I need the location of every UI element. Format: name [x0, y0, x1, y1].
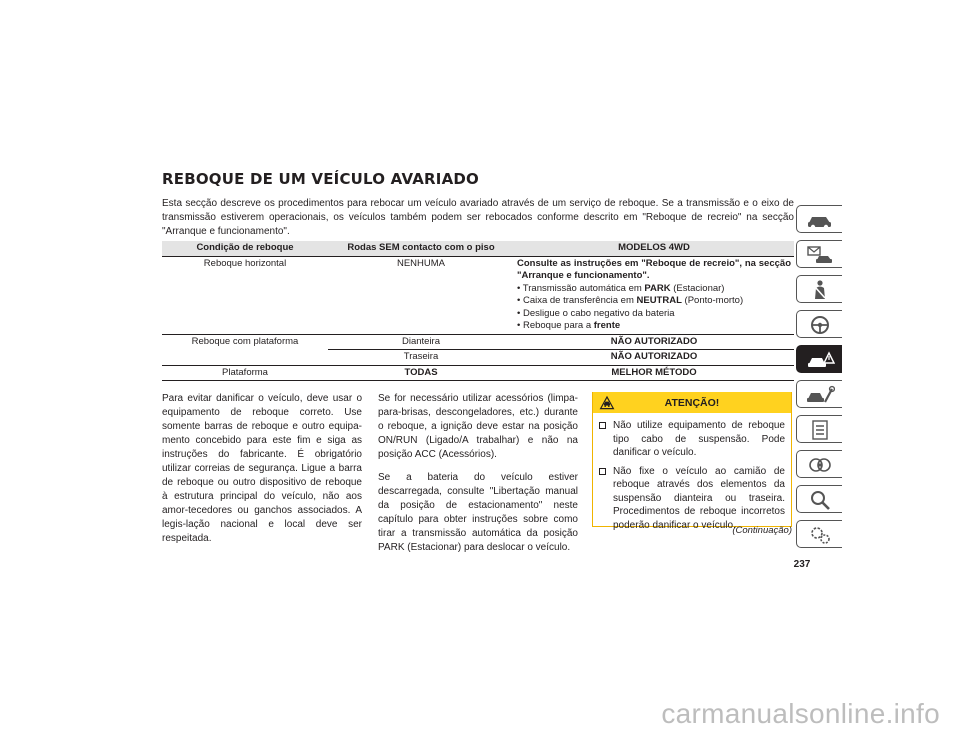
cell-wheels: Traseira [328, 350, 514, 366]
header-4wd-models: MODELOS 4WD [514, 241, 794, 256]
mail-car-icon [805, 244, 835, 266]
chapter-tab-car[interactable] [796, 205, 842, 233]
cell-condition: Reboque com plataforma [162, 334, 328, 365]
watermark-text: carmanualsonline.info [661, 698, 940, 729]
seatbelt-person-icon [805, 279, 835, 301]
chapter-tab-mail-car[interactable] [796, 240, 842, 268]
cell-wheels: Dianteira [328, 334, 514, 350]
cell-value: MELHOR MÉTODO [514, 365, 794, 381]
header-towing-condition: Condição de reboque [162, 241, 328, 256]
chapter-tab-specifications[interactable] [796, 415, 842, 443]
cell-wheels: NENHUMA [328, 256, 514, 334]
towing-table [162, 241, 794, 381]
body-paragraph: Para evitar danificar o veículo, deve usar o equipamento de reboque correto. Use somente barras de reboque e outro equipa-mento concebido para este fim e siga as instruções do fabricante. É obrigatório utilizar correias de segurança. Ligue a barra de reboque ou outro dispositivo de reboque à estrutura principal do veículo, não aos amor-tecedores ou ganchos associados. A legis-lação nacional e local deve ser respeitada. [162, 393, 362, 544]
instruction-lead: Consulte as instruções em "Reboque de recreio", na secção "Arranque e funcionamento". [517, 257, 791, 281]
page-number: 237 [793, 559, 811, 570]
checkbox-bullet-icon [599, 468, 606, 475]
intro-paragraph: Esta secção descreve os procedimentos para rebocar um veículo avariado através de um serviço de reboque. Se a transmissão e o eixo de transmissão estiverem operacionais, os veículos também podem ser rebocados conforme descrito em "Reboque de recreio" na secção "Arranque e funcionamento". [162, 198, 794, 237]
cell-value: NÃO AUTORIZADO [514, 350, 794, 366]
car-service-icon [805, 454, 835, 476]
cell-wheels: TODAS [328, 365, 514, 381]
chapter-tab-index[interactable] [796, 485, 842, 513]
warning-header [593, 392, 791, 413]
table-row [162, 334, 794, 350]
text-column-left [162, 392, 362, 555]
instruction-bullet: • Transmissão automática em PARK (Estacionar) [517, 282, 725, 294]
car-skid-warning-icon [599, 395, 615, 410]
cell-condition: Reboque horizontal [162, 256, 328, 334]
chapter-tab-languages[interactable] [796, 520, 842, 548]
table-row [162, 256, 794, 334]
chapter-tab-safety[interactable] [796, 275, 842, 303]
car-breakdown-icon [805, 349, 835, 371]
car-icon [805, 209, 835, 231]
cell-value: NÃO AUTORIZADO [514, 334, 794, 350]
body-paragraph: Se for necessário utilizar acessórios (limpa-para-brisas, descongeladores, etc.) durante o reboque, a ignição deve estar na posição ON/RUN (Ligado/A trabalhar) e não na posição ACC (Acessórios). [378, 393, 578, 460]
table-row [162, 365, 794, 381]
magnifier-icon [805, 489, 835, 511]
instruction-bullet: • Caixa de transferência em NEUTRAL (Ponto-morto) [517, 295, 744, 306]
table-header-row [162, 241, 794, 256]
language-gear-icon [805, 524, 835, 546]
checklist-icon [805, 419, 835, 441]
checkbox-bullet-icon [599, 422, 606, 429]
warning-item: Não fixe o veículo ao camião de reboque através dos elementos da suspensão dianteira ou traseira. Procedimentos de reboque incorretos poderão danificar o veículo. [599, 465, 785, 533]
warning-list [593, 413, 791, 532]
steering-wheel-icon [805, 314, 835, 336]
page-title: REBOQUE DE UM VEÍCULO AVARIADO [162, 170, 479, 188]
continued-label: (Continuação) [732, 525, 792, 536]
cell-instructions [514, 256, 794, 334]
chapter-tab-service[interactable] [796, 450, 842, 478]
header-wheels-off-ground: Rodas SEM contacto com o piso [328, 241, 514, 256]
car-wrench-icon [805, 384, 835, 406]
warning-title: ATENÇÃO! [664, 396, 720, 409]
warning-item: Não utilize equipamento de reboque tipo cabo de suspensão. Pode danificar o veículo. [599, 419, 785, 460]
instruction-bullet: • Reboque para a frente [517, 320, 621, 331]
chapter-tab-maintenance[interactable] [796, 380, 842, 408]
body-paragraph: Se a bateria do veículo estiver descarregada, consulte "Libertação manual da posição de estacionamento" neste capítulo para obter instruções sobre como tirar a transmissão automática da posição PARK (Estacionar) para deslocar o veículo. [378, 472, 578, 553]
chapter-tab-emergency[interactable] [796, 345, 842, 373]
cell-condition: Plataforma [162, 365, 328, 381]
instruction-bullet: • Desligue o cabo negativo da bateria [517, 307, 675, 319]
chapter-tab-driving[interactable] [796, 310, 842, 338]
text-column-middle [378, 392, 578, 564]
